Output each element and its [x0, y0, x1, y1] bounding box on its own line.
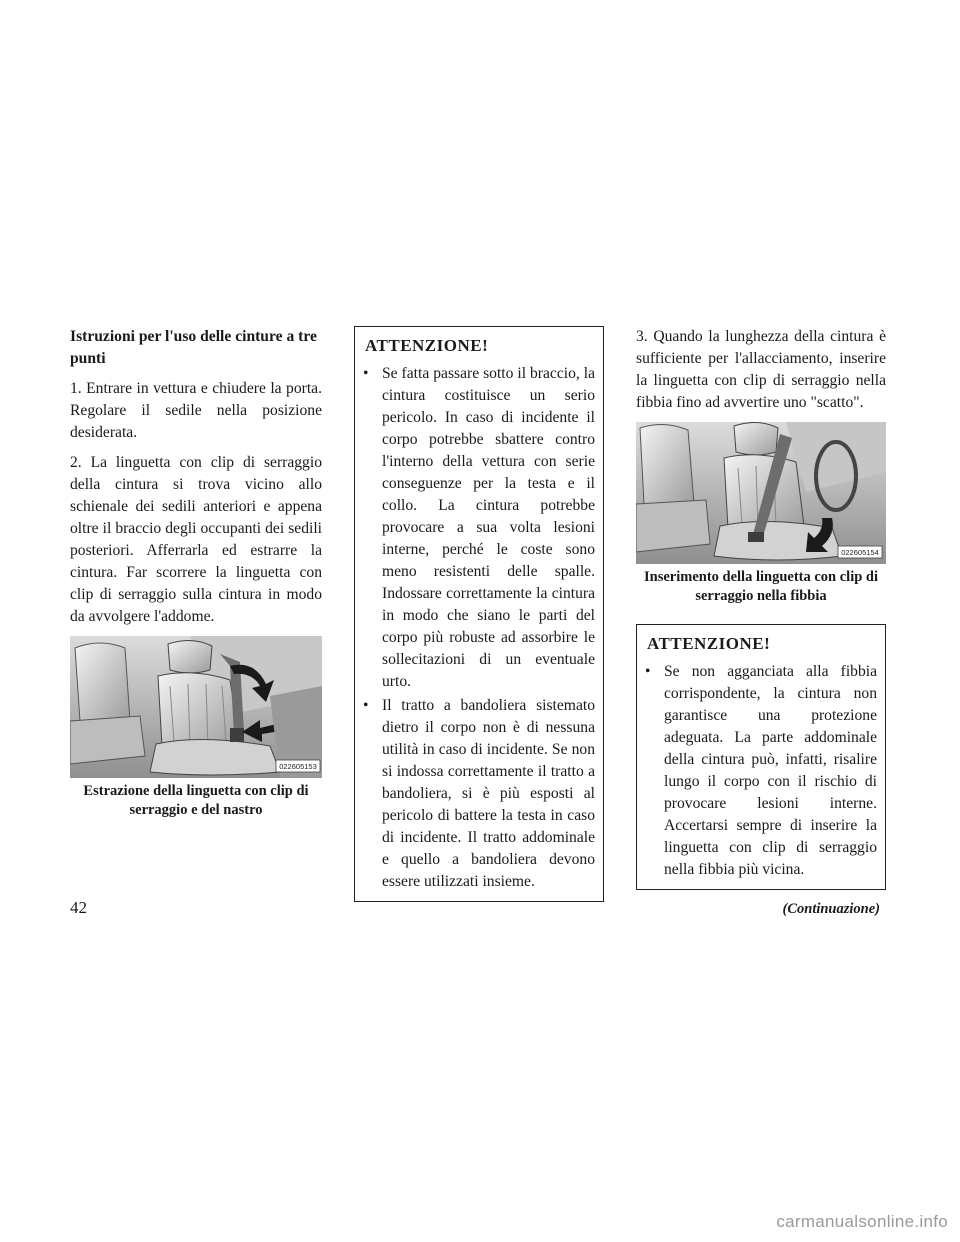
right-column [636, 326, 886, 920]
warning-item [363, 363, 595, 693]
warning-box [354, 326, 604, 902]
figure-caption: Estrazione della linguetta con clip di serraggio e del nastro [83, 783, 309, 818]
warning-item-text: Se fatta passare sotto il braccio, la cintura costituisce un serio pericolo. In caso di incidente il corpo potrebbe sbattere contro l'interno della vettura con serie conseguenze per la testa e il collo. La cintura potrebbe provocare a sua volta lesioni interne, perché le coste sono meno resistenti delle spalle. Indossare correttamente la cintura in modo che siano le parti del corpo più robuste ad assorbire le sollecitazioni di un eventuale urto. [382, 365, 595, 690]
warning-item-text: Se non agganciata alla fibbia corrispondente, la cintura non garantisce una protezione adeguata. La parte addominale della cintura può, infatti, risalire lungo il corpo con il rischio di provocare lesioni interne. Accertarsi sempre di inserire la linguetta con clip di serraggio nella fibbia più vicina. [664, 663, 877, 878]
seat-belt-photo [70, 636, 322, 778]
step-2-text: 2. La linguetta con clip di serraggio della cintura si trova vicino allo schienale dei sedili anteriori e appena oltre il braccio degli occupanti dei sedili posteriori. Afferrarla ed estrarre la cintura. Far scorrere la linguetta con clip di serraggio sulla cintura in modo da avvolgere l'addome. [70, 454, 322, 625]
warning-item-text: Il tratto a bandoliera sistemato dietro il corpo non è di nessuna utilità in caso di incidente. Se non si indossa correttamente il tratto a bandoliera, si è più esposti al pericolo di battere la testa in caso di incidente. Il tratto addominale e quello a bandoliera devono essere utilizzati insieme. [382, 697, 595, 890]
bullet-icon: • [645, 663, 651, 680]
figure-caption: Inserimento della linguetta con clip di serraggio nella fibbia [643, 569, 879, 604]
bullet-icon: • [363, 365, 369, 382]
warning-box [636, 624, 886, 890]
warning-list [363, 363, 595, 893]
warning-title: ATTENZIONE! [365, 336, 489, 355]
middle-column [354, 326, 604, 902]
figure-pulling-latch-plate [70, 636, 322, 820]
figure-inserting-latch-plate [636, 422, 886, 606]
warning-title: ATTENZIONE! [647, 634, 771, 653]
watermark: carmanualsonline.info [776, 1212, 948, 1231]
warning-list [645, 661, 877, 881]
figure-code: 022605153 [279, 762, 317, 771]
continuation-note: (Continuazione) [782, 901, 880, 917]
warning-item [645, 661, 877, 881]
figure-code: 022605154 [841, 548, 879, 557]
warning-item [363, 695, 595, 893]
page-number: 42 [70, 898, 87, 917]
left-column [70, 326, 322, 820]
step-1-text: 1. Entrare in vettura e chiudere la porta. Regolare il sedile nella posizione desiderata. [70, 380, 322, 441]
section-heading: Istruzioni per l'uso delle cinture a tre punti [70, 328, 317, 367]
bullet-icon: • [363, 697, 369, 714]
step-3-text: 3. Quando la lunghezza della cintura è sufficiente per l'allacciamento, inserire la linguetta con clip di serraggio nella fibbia fino ad avvertire uno "scatto". [636, 328, 886, 411]
buckle-photo [636, 422, 886, 564]
